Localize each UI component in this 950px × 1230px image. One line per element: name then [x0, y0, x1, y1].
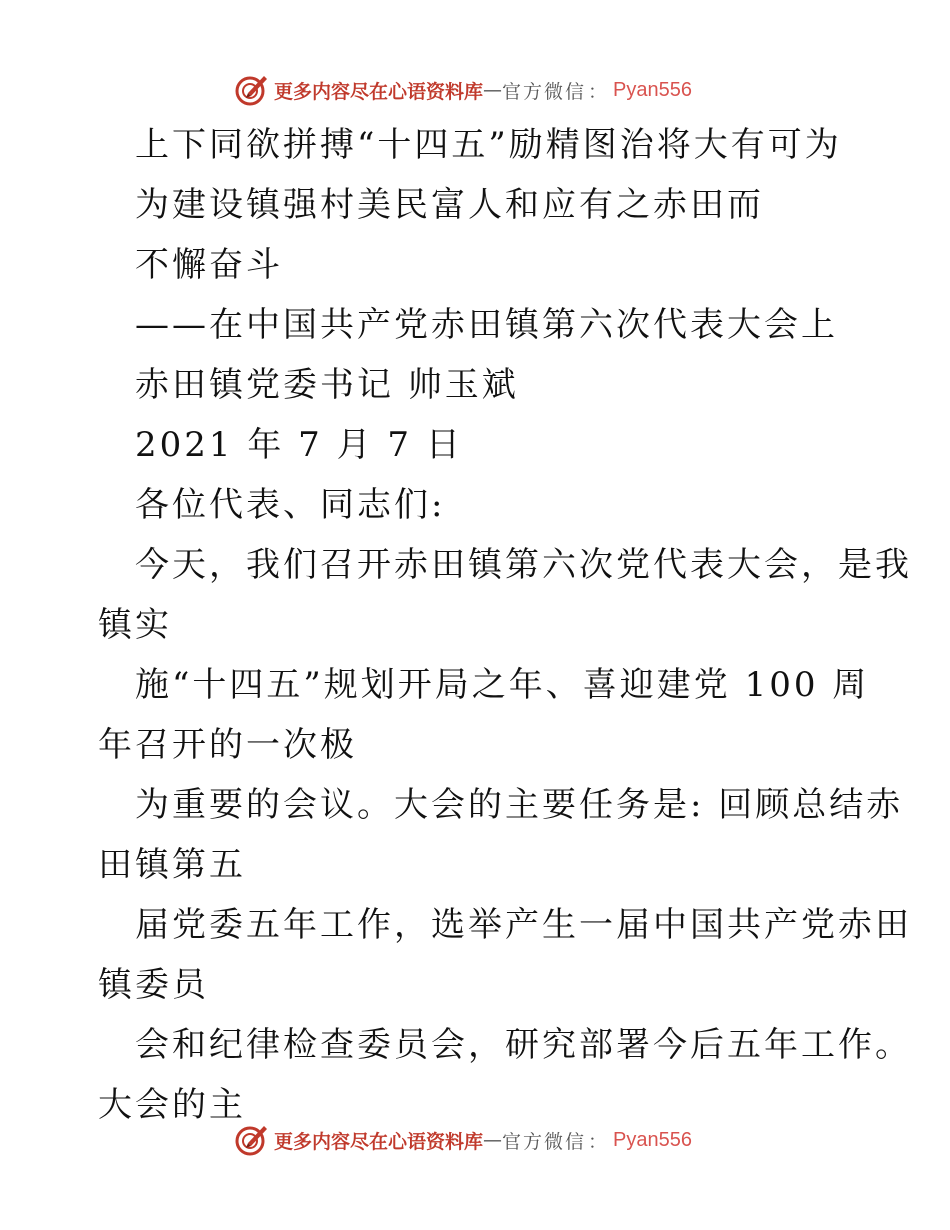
paragraph-line: 届党委五年工作，选举产生一届中国共产党赤田: [135, 905, 912, 945]
paragraph-line: 今天，我们召开赤田镇第六次党代表大会，是我: [135, 545, 912, 585]
pen-logo-icon: [234, 72, 270, 108]
paragraph-line: 施“十四五”规划开局之年、喜迎建党 100 周: [135, 665, 870, 705]
paragraph-line: 大会的主: [98, 1085, 246, 1125]
banner-colon: ：: [588, 1130, 608, 1153]
banner-wechat-id: Pyan556: [613, 78, 693, 101]
paragraph-line: 为重要的会议。大会的主要任务是: 回顾总结赤: [135, 785, 904, 825]
paragraph-line: 会和纪律检查委员会，研究部署今后五年工作。: [135, 1025, 912, 1065]
title-line-1: 上下同欲拼搏“十四五”励精图治将大有可为: [135, 125, 842, 165]
title-line-2: 为建设镇强村美民富人和应有之赤田而: [135, 185, 764, 225]
header-watermark-banner: [234, 70, 692, 110]
banner-main-text: 更多内容尽在心语资料库: [274, 1130, 484, 1153]
banner-separator: —: [483, 1129, 503, 1151]
banner-main-text: 更多内容尽在心语资料库: [274, 80, 484, 103]
paragraph-line: 镇实: [98, 605, 172, 645]
footer-watermark-banner: [234, 1120, 692, 1160]
salutation-line: 各位代表、同志们:: [135, 485, 446, 525]
pen-logo-icon: [234, 1122, 270, 1158]
banner-wechat-label: 官方微信: [502, 80, 587, 103]
subtitle-line: ——在中国共产党赤田镇第六次代表大会上: [135, 305, 838, 345]
author-line: 赤田镇党委书记 帅玉斌: [135, 365, 519, 405]
paragraph-line: 镇委员: [98, 965, 209, 1005]
date-line: 2021 年 7 月 7 日: [135, 425, 463, 465]
paragraph-line: 年召开的一次极: [98, 725, 357, 765]
banner-separator: —: [483, 79, 503, 101]
banner-colon: ：: [588, 80, 608, 103]
title-line-3: 不懈奋斗: [135, 245, 283, 285]
banner-wechat-label: 官方微信: [502, 1130, 587, 1153]
banner-wechat-id: Pyan556: [613, 1128, 693, 1151]
paragraph-line: 田镇第五: [98, 845, 246, 885]
